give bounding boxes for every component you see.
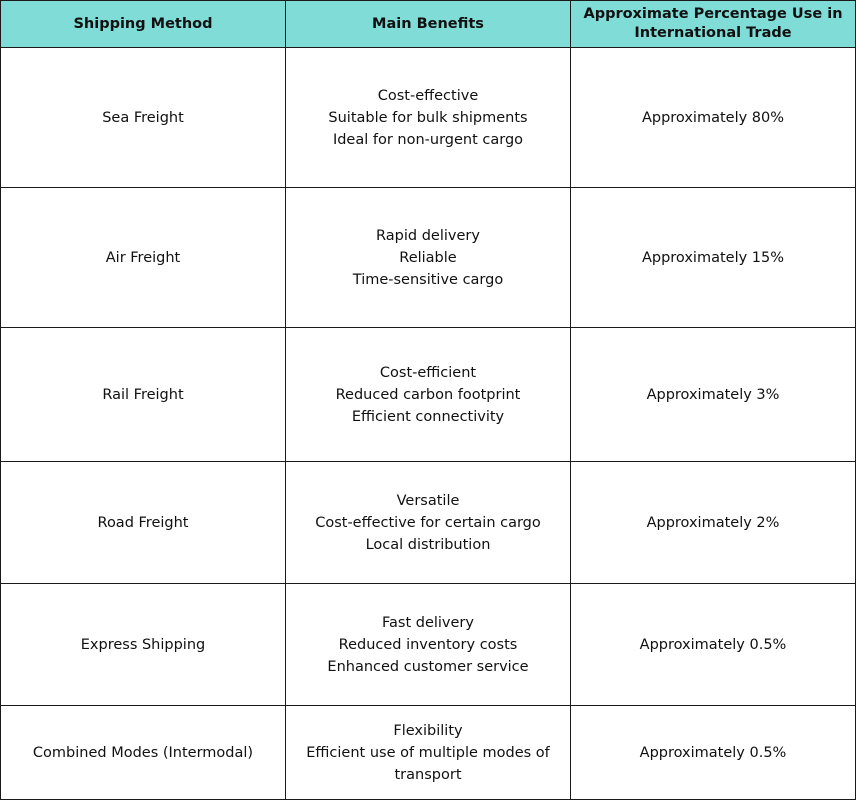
table-header-row (1, 1, 856, 48)
percentage-cell: Approximately 15% (571, 188, 856, 328)
benefit-line: Ideal for non-urgent cargo (332, 131, 524, 148)
header-main-benefits: Main Benefits (286, 1, 571, 48)
benefits-cell (286, 48, 571, 188)
percentage-cell: Approximately 3% (571, 328, 856, 462)
table-row (1, 584, 856, 706)
table-row (1, 706, 856, 800)
benefits-cell (286, 584, 571, 706)
method-cell: Road Freight (1, 462, 286, 584)
method-cell: Express Shipping (1, 584, 286, 706)
table-row (1, 462, 856, 584)
benefits-cell (286, 706, 571, 800)
benefit-line: Local distribution (365, 536, 491, 553)
header-percentage-use: Approximate Percentage Use in International Trade (571, 1, 856, 48)
benefit-line: Efficient connectivity (351, 408, 505, 425)
table-row (1, 48, 856, 188)
percentage-cell: Approximately 0.5% (571, 706, 856, 800)
benefit-line: Rapid delivery (376, 227, 480, 244)
table-row (1, 188, 856, 328)
percentage-cell: Approximately 80% (571, 48, 856, 188)
table-row (1, 328, 856, 462)
benefit-line: Flexibility (393, 722, 463, 739)
percentage-cell: Approximately 0.5% (571, 584, 856, 706)
benefit-line: Reduced carbon footprint (335, 386, 521, 403)
benefit-line: Cost-effective (377, 87, 479, 104)
benefit-line: Cost-efficient (379, 364, 477, 381)
method-cell: Sea Freight (1, 48, 286, 188)
benefit-line: Enhanced customer service (327, 658, 529, 675)
benefits-cell (286, 462, 571, 584)
benefits-cell (286, 188, 571, 328)
percentage-cell: Approximately 2% (571, 462, 856, 584)
benefit-line: Versatile (396, 492, 460, 509)
header-shipping-method: Shipping Method (1, 1, 286, 48)
method-cell: Rail Freight (1, 328, 286, 462)
benefit-line: Reduced inventory costs (338, 636, 518, 653)
benefit-line: Efficient use of multiple modes of transport (306, 744, 550, 783)
benefits-cell (286, 328, 571, 462)
method-cell: Air Freight (1, 188, 286, 328)
benefit-line: Cost-effective for certain cargo (315, 514, 541, 531)
method-cell: Combined Modes (Intermodal) (1, 706, 286, 800)
benefit-line: Suitable for bulk shipments (328, 109, 528, 126)
benefit-line: Time-sensitive cargo (352, 271, 504, 288)
benefit-line: Fast delivery (382, 614, 474, 631)
benefit-line: Reliable (399, 249, 457, 266)
